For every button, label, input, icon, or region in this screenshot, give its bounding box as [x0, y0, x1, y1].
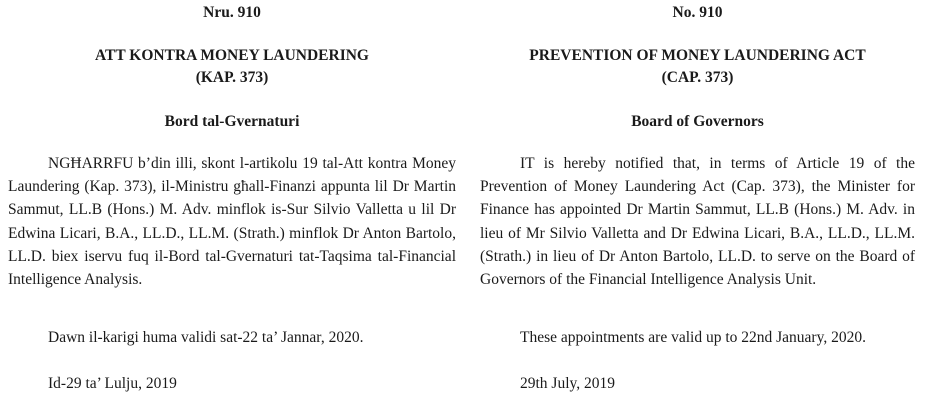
notice-date: 29th July, 2019: [520, 375, 616, 392]
act-title-line1: PREVENTION OF MONEY LAUNDERING ACT: [529, 47, 866, 64]
notice-body: IT is hereby notified that, in terms of Article 19 of the Prevention of Money Laundering Act (Cap. 373), the Minister for Finance has appointed Dr Martin Sammut, LL.B (Hons.) M. Adv. in lieu of Mr Silvio Valletta and Dr Edwina Licari, B.A., LL.D., LL.M. (Strath.) in lieu of Dr Anton Bartolo, LL.D. to serve on the Board of Governors of the Financial Intelligence Analysis Unit.: [480, 155, 915, 289]
validity-statement: Dawn il-karigi huma validi sat-22 ta’ Jannar, 2020.: [48, 329, 364, 346]
act-title: [480, 45, 915, 89]
act-title-line1: ATT KONTRA MONEY LAUNDERING: [94, 47, 369, 64]
notice-number: Nru. 910: [203, 4, 261, 21]
act-title: [8, 45, 456, 89]
section-heading: Bord tal-Gvernaturi: [164, 113, 300, 130]
section-heading: Board of Governors: [631, 113, 764, 130]
validity-statement: These appointments are valid up to 22nd January, 2020.: [520, 329, 866, 346]
act-title-line2: (KAP. 373): [195, 69, 269, 86]
notice-number: No. 910: [672, 4, 723, 21]
notice-body: NGĦARRFU b’din illi, skont l-artikolu 19 tal-Att kontra Money Laundering (Kap. 373), il-Ministru għall-Finanzi appunta lil Dr Martin Sammut, LL.B (Hons.) M. Adv. minflok is-Sur Silvio Valletta u lil Dr Edwina Licari, B.A., LL.D., LL.M. (Strath.) minflok Dr Anton Bartolo, LL.D. biex iservu fuq il-Bord tal-Gvernaturi tat-Taqsima tal-Financial Intelligence Analysis.: [8, 155, 456, 289]
notice-date: Id-29 ta’ Lulju, 2019: [48, 375, 177, 392]
act-title-line2: (CAP. 373): [661, 69, 734, 86]
